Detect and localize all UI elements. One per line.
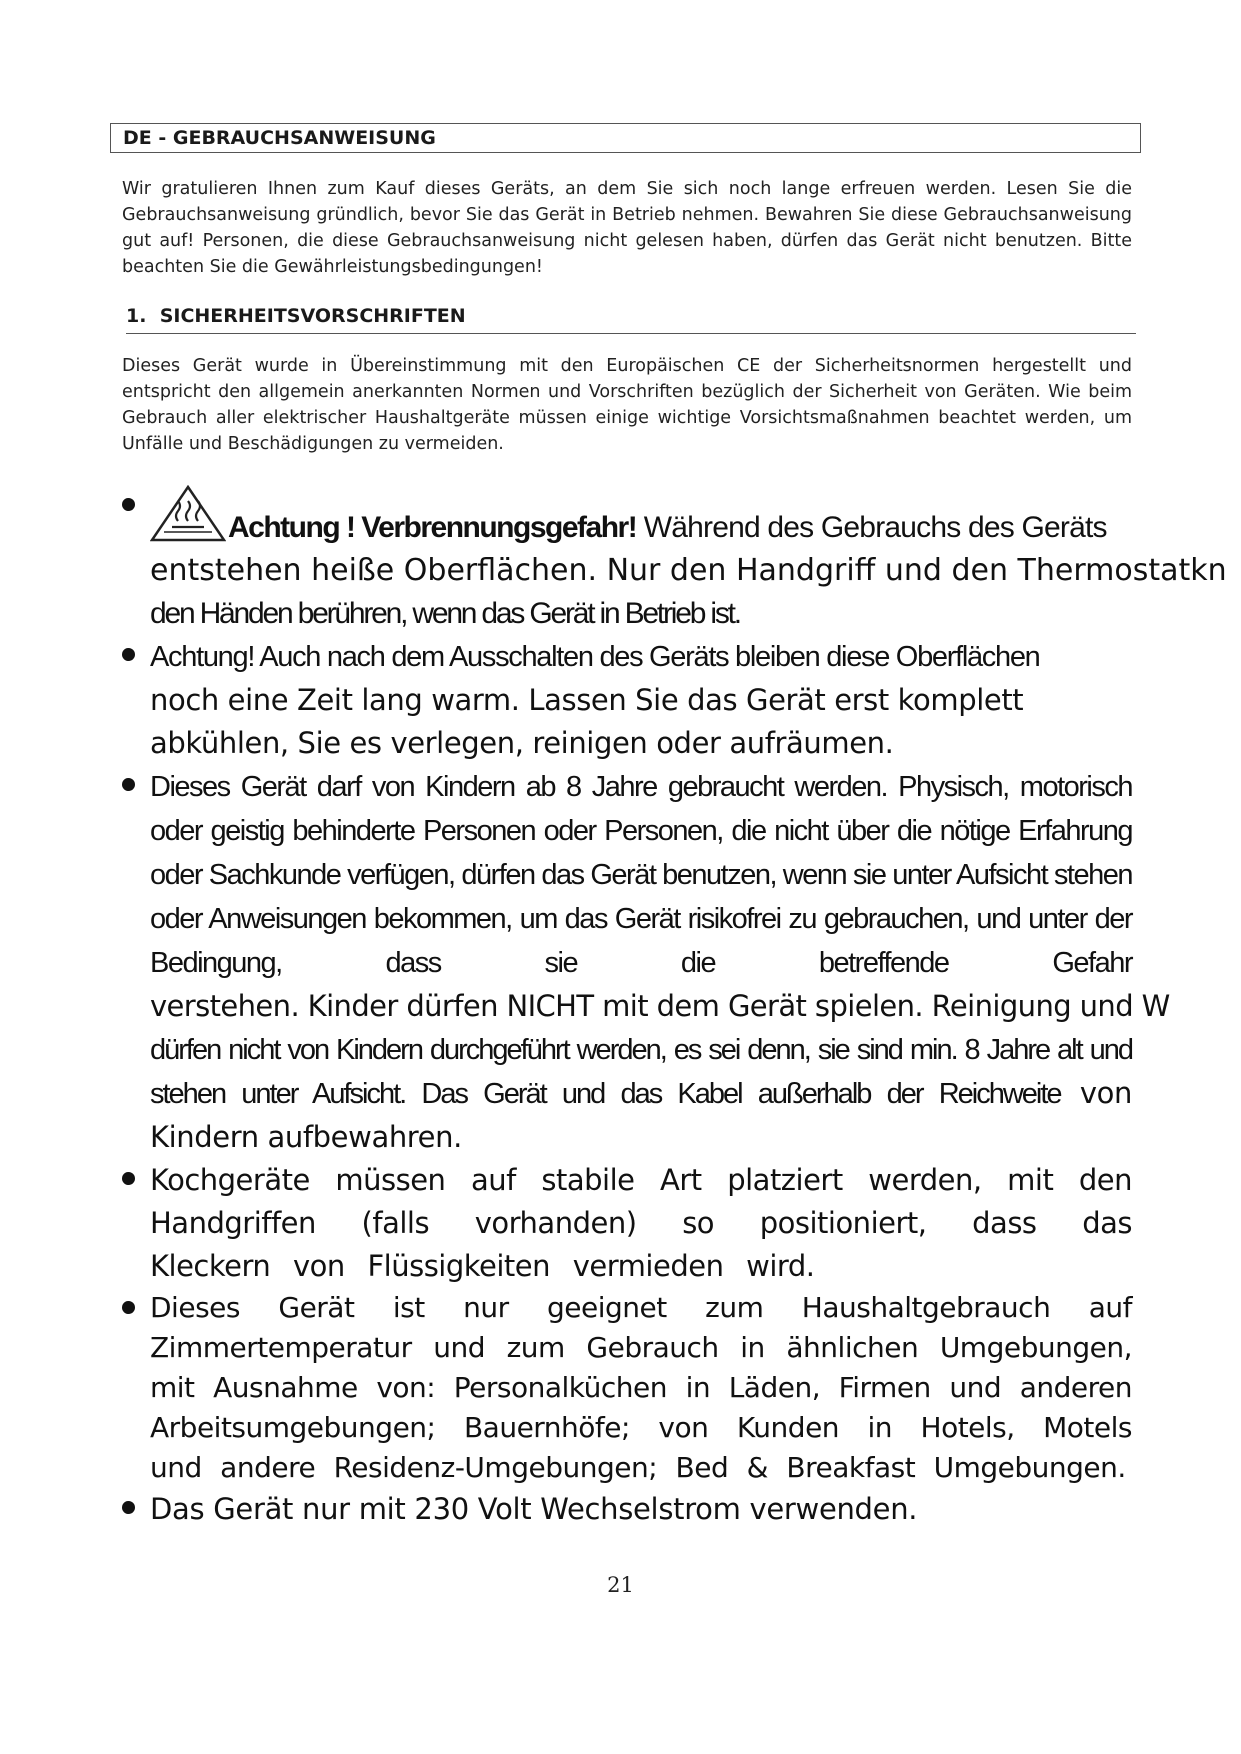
bullet-text: Kochgeräte müssen auf stabile Art platziert werden, mit den Handgriffen (falls vorhanden) so positioniert, dass das Kleckern von Flüssigkeiten vermieden wird. (150, 1163, 1132, 1283)
bullet-children-usage (122, 765, 1170, 1159)
section-number: 1. (126, 305, 147, 327)
bullet-text: von Kindern aufbewahren. (150, 1076, 1133, 1154)
bullet-text: Dieses Gerät darf von Kindern ab 8 Jahre gebraucht werden. Physisch, motorisch oder geistig behinderte Personen oder Personen, die nicht über die nötige Erfahrung oder Sachkunde verfügen, dürfen das Gerät benutzen, wenn sie unter Aufsicht stehen oder Anweisungen bekommen, um das Gerät risikofrei zu gebrauchen, und unter der Bedingung, dass sie die betreffende Gefahr (150, 771, 1132, 979)
bullet-text: Achtung! Auch nach dem Ausschalten des Geräts bleiben diese Oberflächen (150, 641, 1040, 673)
bullet-stable-placement (122, 1159, 1132, 1288)
section-heading (126, 303, 1136, 329)
section-title: SICHERHEITSVORSCHRIFTEN (159, 305, 466, 327)
bullet-text: entstehen heiße Oberflächen. Nur den Handgriff und den Thermostatkn (150, 553, 1227, 588)
bullet-text: Während des Gebrauchs des Geräts (636, 511, 1107, 544)
document-header: DE - GEBRAUCHSANWEISUNG (110, 123, 1141, 153)
bullet-text: verstehen. Kinder dürfen NICHT mit dem Gerät spielen. Reinigung und W (150, 989, 1170, 1023)
bullet-dot (122, 778, 135, 791)
bullet-dot (122, 648, 135, 661)
bullet-dot (122, 498, 135, 511)
bullet-burn-warning (122, 485, 1227, 635)
bullet-text: Das Gerät nur mit 230 Volt Wechselstrom verwenden. (150, 1492, 918, 1526)
intro-paragraph: Wir gratulieren Ihnen zum Kauf dieses Geräts, an dem Sie sich noch lange erfreuen werden. Lesen Sie die Gebrauchsanweisung gründlich, bevor Sie das Gerät in Betrieb nehmen. Bewahren Sie diese Gebrauchsanweisung gut auf! Personen, die diese Gebrauchsanweisung nicht gelesen haben, dürfen das Gerät nicht benutzen. Bitte beachten Sie die Gewährleistungsbedingungen! (122, 179, 1132, 277)
bullet-text: Dieses Gerät ist nur geeignet zum Haushaltgebrauch auf Zimmertemperatur und zum Gebrauch in ähnlichen Umgebungen, mit Ausnahme von: Personalküchen in Läden, Firmen und anderen Arbeitsumgebungen; Bauernhöfe; von Kunden in Hotels, Motels und andere Residenz-Umgebungen; Bed & Breakfast Umgebungen. (150, 1291, 1132, 1484)
bullet-text: den Händen berühren, wenn das Gerät in Betrieb ist. (150, 597, 740, 630)
bullet-voltage (122, 1488, 1132, 1531)
bullet-household-use (122, 1288, 1132, 1488)
bullet-dot (122, 1172, 135, 1185)
safety-bullet-list (122, 485, 1227, 1531)
section-divider (126, 333, 1136, 334)
bullet-residual-heat (122, 635, 1132, 765)
hot-surface-warning-icon (150, 485, 226, 543)
safety-intro-paragraph: Dieses Gerät wurde in Übereinstimmung mit den Europäischen CE der Sicherheitsnormen hergestellt und entspricht den allgemein anerkannten Normen und Vorschriften bezüglich der Sicherheit von Geräten. Wie beim Gebrauch aller elektrischer Haushaltgeräte müssen einige wichtige Vorsichtsmaßnahmen beachtet werden, um Unfälle und Beschädigungen zu vermeiden. (122, 356, 1132, 454)
bullet-text: dürfen nicht von Kindern durchgeführt werden, es sei denn, sie sind min. 8 Jahre alt und stehen unter Aufsicht. Das Gerät und das Kabel außerhalb der Reichweite (150, 1034, 1132, 1110)
page-number: 21 (607, 1573, 634, 1597)
burn-warning-title: Achtung ! Verbrennungsgefahr! (228, 511, 637, 544)
bullet-dot (122, 1301, 135, 1314)
bullet-dot (122, 1501, 135, 1514)
bullet-text: noch eine Zeit lang warm. Lassen Sie das Gerät erst komplett abkühlen, Sie es verlegen, reinigen oder aufräumen. (150, 683, 1024, 760)
